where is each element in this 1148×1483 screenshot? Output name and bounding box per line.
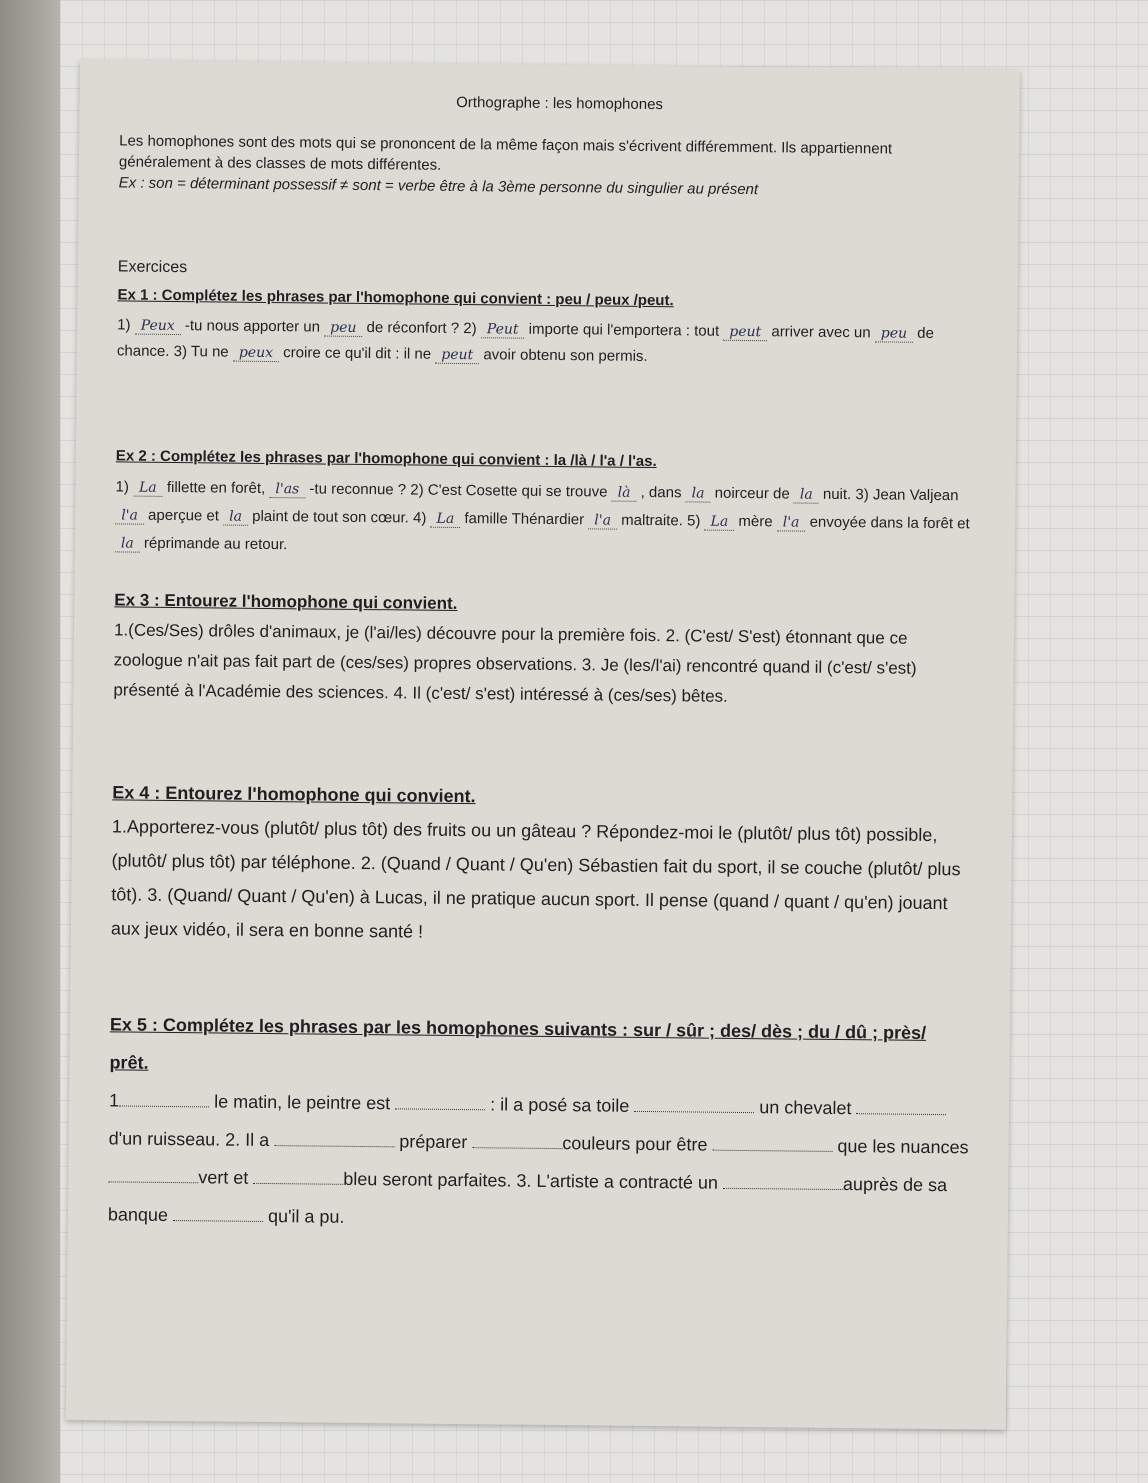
exercise-2-heading: Ex 2 : Complétez les phrases par l'homophone qui convient : la /là / l'a / l'as.: [115, 447, 657, 471]
ex1-answer[interactable]: Peux: [135, 318, 181, 335]
exercises-heading: Exercices: [117, 258, 188, 277]
ex1-text: de réconfort ? 2): [366, 319, 477, 338]
ex1-answer[interactable]: peux: [233, 345, 279, 362]
intro-paragraph: [119, 130, 980, 202]
exercise-4: [111, 775, 973, 954]
ex1-text: arriver avec un: [771, 323, 871, 342]
exercise-1-heading: Ex 1 : Complétez les phrases par l'homophone qui convient : peu / peux /peut.: [117, 286, 674, 310]
ex5-blank[interactable]: [395, 1090, 485, 1110]
ex2-answer[interactable]: l'a: [777, 514, 806, 531]
ex2-answer[interactable]: La: [430, 511, 460, 528]
ex2-answer[interactable]: la: [115, 535, 140, 552]
ex5-blank[interactable]: [274, 1127, 394, 1147]
ex2-text: aperçue et: [148, 506, 220, 525]
ex2-text: maltraite. 5): [621, 511, 701, 530]
ex5-text: d'un ruisseau. 2. Il a: [108, 1128, 270, 1151]
ex2-answer[interactable]: La: [704, 514, 734, 531]
ex1-answer[interactable]: peu: [875, 325, 913, 342]
exercise-2-body: [115, 473, 976, 566]
exercise-4-heading: Ex 4 : Entourez l'homophone qui convient.: [112, 782, 476, 807]
intro-example: Ex : son = déterminant possessif ≠ sont = verbe être à la 3ème personne du singulier au présent: [118, 174, 759, 199]
ex2-answer[interactable]: la: [686, 485, 711, 502]
ex5-text: bleu seront parfaites. 3. L'artiste a contracté un: [343, 1168, 719, 1193]
ex5-text: : il a posé sa toile: [490, 1094, 630, 1116]
ex5-text: préparer: [399, 1131, 468, 1153]
ex2-text: , dans: [640, 483, 682, 502]
exercise-5: [108, 1005, 970, 1242]
ex2-answer[interactable]: l'as: [269, 481, 305, 498]
ex5-blank[interactable]: [712, 1132, 832, 1152]
ex5-text: un chevalet: [759, 1097, 852, 1119]
ex2-text: fillette en forêt,: [166, 478, 266, 497]
ex5-text: auprès de sa banque: [107, 1174, 948, 1225]
ex2-answer[interactable]: La: [133, 480, 163, 497]
exercise-1-body: [117, 312, 977, 373]
exercise-3-heading: Ex 3 : Entourez l'homophone qui convient.: [114, 590, 458, 613]
exercise-5-heading: Ex 5 : Complétez les phrases par les homophones suivants : sur / sûr ; des/ dès ; du / dû ; près/ prêt.: [109, 1014, 927, 1073]
ex2-answer[interactable]: là: [612, 485, 637, 502]
ex1-text: -tu nous apporter un: [184, 317, 321, 336]
ex5-blank[interactable]: [723, 1170, 843, 1190]
ex5-text: couleurs pour être: [562, 1133, 708, 1155]
ex2-text: -tu reconnue ? 2) C'est Cosette qui se trouve: [309, 480, 608, 501]
ex1-text: avoir obtenu son permis.: [483, 346, 648, 365]
ex5-blank[interactable]: [472, 1129, 562, 1149]
ex2-text: 1): [115, 478, 129, 496]
exercise-5-body: [108, 1081, 970, 1242]
ex5-text: qu'il a pu.: [267, 1206, 345, 1227]
ex1-answer[interactable]: peut: [723, 324, 767, 341]
ex2-text: mère: [738, 512, 773, 531]
ex2-text: envoyée dans la forêt et: [809, 513, 970, 533]
ex5-blank[interactable]: [634, 1093, 754, 1113]
ex5-blank[interactable]: [108, 1163, 198, 1183]
ex1-answer[interactable]: peut: [435, 347, 479, 364]
ex1-answer[interactable]: peu: [324, 320, 362, 337]
ex2-text: plaint de tout son cœur. 4): [252, 507, 427, 527]
exercise-1: [117, 282, 978, 373]
exercise-4-body: 1.Apporterez-vous (plutôt/ plus tôt) des fruits ou un gâteau ? Répondez-moi le (plutôt/ plus tôt) possible, (plutôt/ plus tôt) par téléphone. 2. (Quand / Quant / Qu'en) Sébastien fait du sport, il se couche (plutôt/ plus tôt). 3. (Quand/ Quant / Qu'en) à Lucas, il ne pratique aucun sport. Il pense (quand / quant / qu'en) jouant aux jeux vidéo, il sera en bonne santé !: [110, 816, 961, 942]
ex2-text: réprimande au retour.: [143, 534, 288, 554]
ex2-answer[interactable]: la: [794, 487, 819, 504]
ex2-text: famille Thénardier: [464, 510, 585, 529]
ex2-text: nuit. 3) Jean Valjean: [822, 485, 959, 505]
ex1-text: importe qui l'emportera : tout: [528, 320, 720, 340]
ex2-answer[interactable]: l'a: [115, 507, 144, 524]
exercise-2: [115, 442, 976, 566]
ex5-blank[interactable]: [856, 1095, 946, 1115]
ex5-blank[interactable]: [173, 1202, 263, 1222]
ex5-blank[interactable]: [119, 1087, 209, 1107]
ex2-answer[interactable]: la: [223, 509, 248, 526]
exercise-3-body: 1.(Ces/Ses) drôles d'animaux, je (l'ai/les) découvre pour la première fois. 2. (C'est/ S'est) étonnant que ce zoologue n'ait pas fait part de (ces/ses) propres observations. 3. Je (les/l'ai) rencontré quand il (c'est/ s'est) présenté à l'Académie des sciences. 4. Il (c'est/ s'est) intéressé à (ces/ses) bêtes.: [113, 620, 917, 706]
ex5-text: 1: [109, 1090, 120, 1111]
worksheet-title: Orthographe : les homophones: [456, 93, 664, 114]
ex5-text: que les nuances: [837, 1135, 969, 1158]
ex2-text: noirceur de: [714, 484, 790, 503]
ex1-text: 1): [117, 316, 131, 334]
ex1-text: croire ce qu'il dit : il ne: [283, 344, 432, 363]
exercise-3: [113, 585, 974, 714]
ex2-answer[interactable]: l'a: [588, 512, 617, 529]
worksheet: [66, 60, 1020, 1430]
ex1-text: de chance. 3) Tu ne: [116, 324, 934, 361]
intro-definition: Les homophones sont des mots qui se prononcent de la même façon mais s'écrivent différemment. Ils appartiennent généralement à des classes de mots différentes.: [118, 132, 893, 174]
ex5-text: le matin, le peintre est: [214, 1091, 391, 1114]
ex1-answer[interactable]: Peut: [481, 321, 525, 338]
ex5-text: vert et: [198, 1167, 249, 1188]
ex5-blank[interactable]: [253, 1165, 343, 1185]
